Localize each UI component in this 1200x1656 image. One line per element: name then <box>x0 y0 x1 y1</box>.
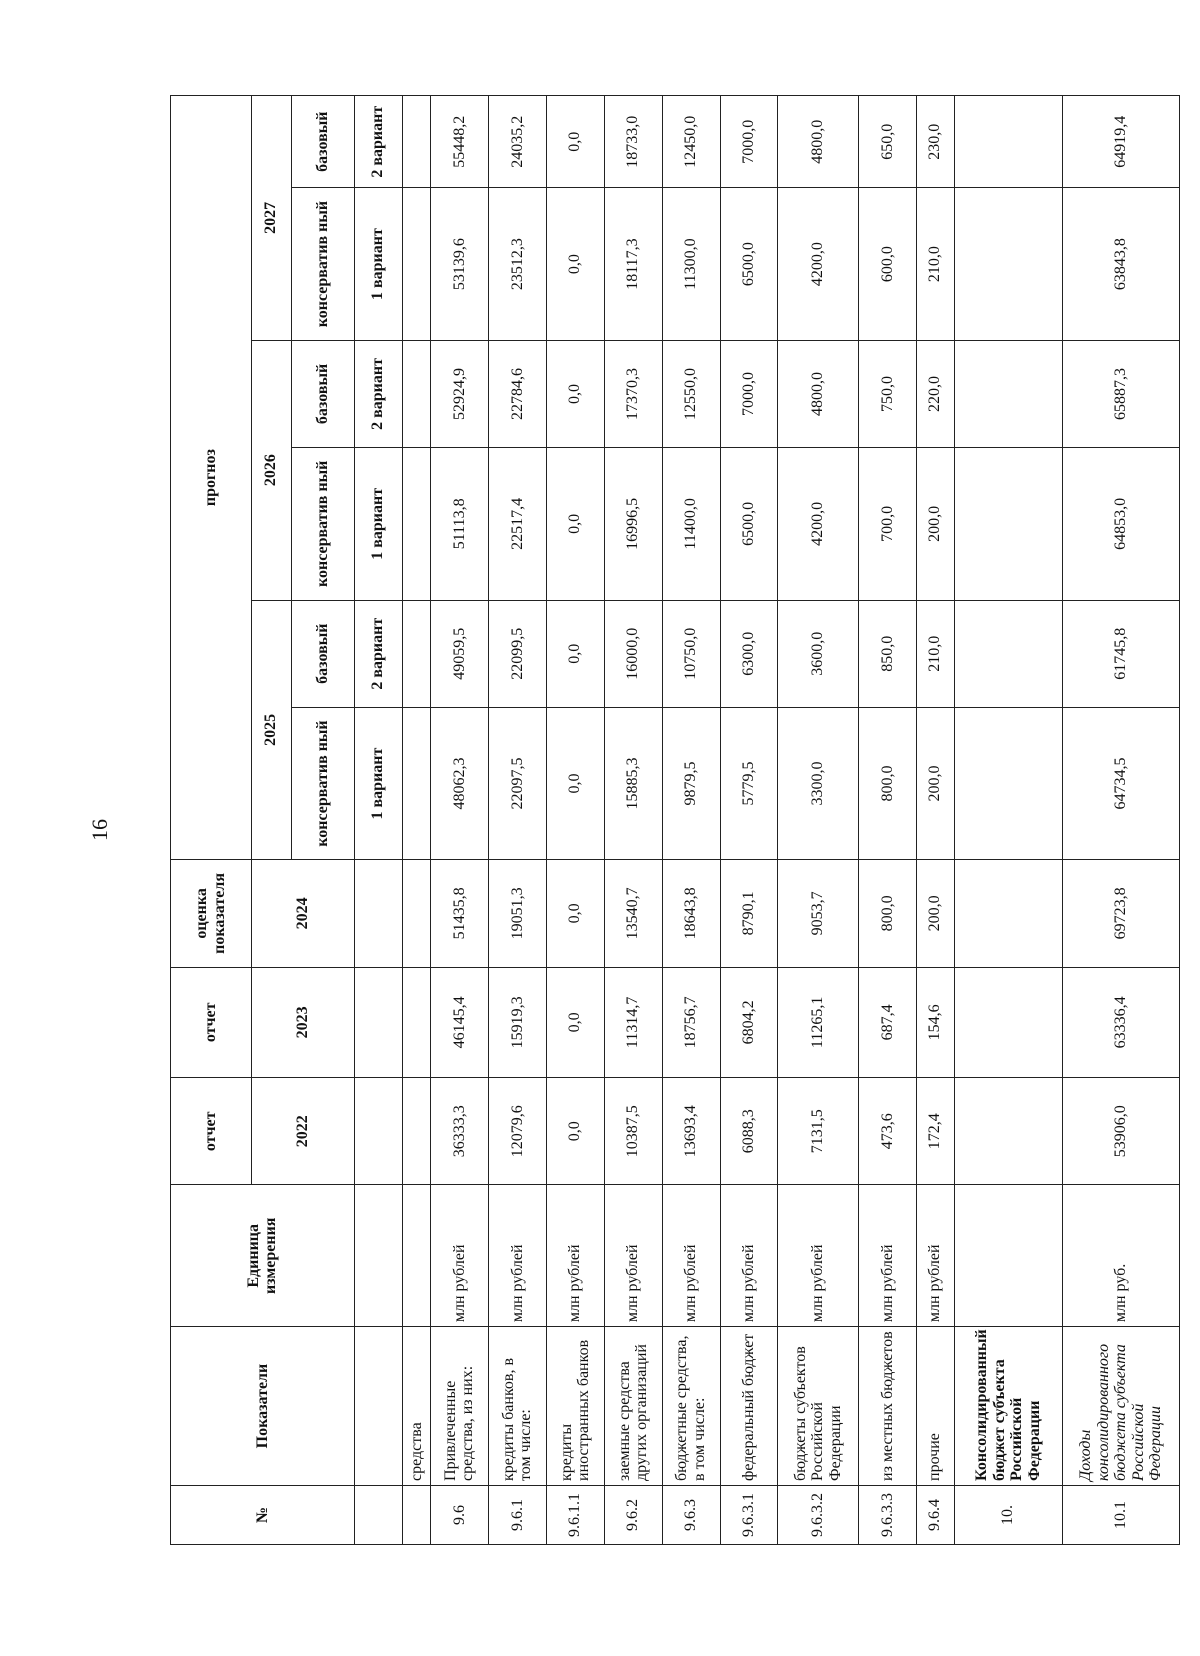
row-value: 7000,0 <box>720 340 778 447</box>
row-value: 6500,0 <box>720 448 778 600</box>
row-value: 0,0 <box>546 967 604 1078</box>
row-value: 0,0 <box>546 448 604 600</box>
row-value: 22784,6 <box>488 340 546 447</box>
row-unit: млн рублей <box>546 1185 604 1327</box>
row-value: 4800,0 <box>778 96 859 188</box>
header-indicators: Показатели <box>171 1327 355 1486</box>
row-number: 9.6 <box>431 1485 489 1544</box>
row-value: 13693,4 <box>662 1078 720 1185</box>
row-value: 64919,4 <box>1062 96 1179 188</box>
row-value: 8790,1 <box>720 860 778 967</box>
header-no: № <box>171 1485 355 1544</box>
row-value: 46145,4 <box>431 967 489 1078</box>
table-row <box>431 96 489 1545</box>
row-value: 0,0 <box>546 600 604 707</box>
row-value: 10387,5 <box>604 1078 662 1185</box>
row-value: 687,4 <box>858 967 916 1078</box>
row-value: 16000,0 <box>604 600 662 707</box>
row-value: 12450,0 <box>662 96 720 188</box>
row-value: 11300,0 <box>662 188 720 340</box>
row-number: 9.6.3.1 <box>720 1485 778 1544</box>
row-value: 6804,2 <box>720 967 778 1078</box>
row-value: 850,0 <box>858 600 916 707</box>
row-value: 7131,5 <box>778 1078 859 1185</box>
row-value <box>954 967 1062 1078</box>
table-row <box>402 96 430 1545</box>
header-2026-cons: консерватив ный <box>291 448 354 600</box>
row-value: 22099,5 <box>488 600 546 707</box>
table-row <box>778 96 859 1545</box>
header-2027-var1: 1 вариант <box>354 188 402 340</box>
header-estimate-2024: оценка показателя <box>171 860 252 967</box>
forecast-table <box>170 95 1180 1545</box>
row-value: 18756,7 <box>662 967 720 1078</box>
header-2027-cons: консерватив ный <box>291 188 354 340</box>
row-value: 600,0 <box>858 188 916 340</box>
row-value: 55448,2 <box>431 96 489 188</box>
row-number: 9.6.1 <box>488 1485 546 1544</box>
header-empty <box>354 1078 402 1185</box>
row-value: 63843,8 <box>1062 188 1179 340</box>
row-label: федеральный бюджет <box>720 1327 778 1486</box>
row-value <box>954 96 1062 188</box>
table-row <box>604 96 662 1545</box>
row-value <box>402 967 430 1078</box>
row-label: бюджеты субъектов Российской Федерации <box>778 1327 859 1486</box>
row-value: 24035,2 <box>488 96 546 188</box>
row-value: 51435,8 <box>431 860 489 967</box>
row-value: 210,0 <box>916 188 954 340</box>
row-value: 18643,8 <box>662 860 720 967</box>
header-year-2026: 2026 <box>251 340 291 600</box>
header-unit: Единица измерения <box>171 1185 355 1327</box>
row-value: 210,0 <box>916 600 954 707</box>
row-value: 69723,8 <box>1062 860 1179 967</box>
row-value: 51113,8 <box>431 448 489 600</box>
header-empty <box>354 1327 402 1486</box>
header-year-2025: 2025 <box>251 600 291 860</box>
row-unit: млн рублей <box>916 1185 954 1327</box>
row-label: бюджетные средства, в том числе: <box>662 1327 720 1486</box>
header-empty <box>354 967 402 1078</box>
table-row <box>858 96 916 1545</box>
row-value: 0,0 <box>546 860 604 967</box>
row-value: 18117,3 <box>604 188 662 340</box>
row-value: 200,0 <box>916 860 954 967</box>
row-number <box>402 1485 430 1544</box>
row-label: прочие <box>916 1327 954 1486</box>
row-value: 154,6 <box>916 967 954 1078</box>
row-value: 11314,7 <box>604 967 662 1078</box>
row-value: 650,0 <box>858 96 916 188</box>
row-value: 0,0 <box>546 707 604 859</box>
row-value: 22097,5 <box>488 707 546 859</box>
row-value: 52924,9 <box>431 340 489 447</box>
row-value: 473,6 <box>858 1078 916 1185</box>
row-value <box>954 188 1062 340</box>
row-unit: млн рублей <box>488 1185 546 1327</box>
row-value: 6088,3 <box>720 1078 778 1185</box>
row-value: 11400,0 <box>662 448 720 600</box>
row-unit: млн рублей <box>431 1185 489 1327</box>
row-number: 10.1 <box>1062 1485 1179 1544</box>
page-number: 16 <box>87 819 112 841</box>
header-empty <box>354 1485 402 1544</box>
row-value: 15919,3 <box>488 967 546 1078</box>
row-unit: млн рублей <box>778 1185 859 1327</box>
header-year-2027: 2027 <box>251 96 291 341</box>
row-value: 3600,0 <box>778 600 859 707</box>
table-row <box>1062 96 1179 1545</box>
header-2025-var1: 1 вариант <box>354 707 402 859</box>
row-number: 9.6.3 <box>662 1485 720 1544</box>
row-value: 61745,8 <box>1062 600 1179 707</box>
row-value: 0,0 <box>546 188 604 340</box>
row-value: 16996,5 <box>604 448 662 600</box>
row-value <box>954 448 1062 600</box>
row-value <box>954 860 1062 967</box>
row-value: 0,0 <box>546 340 604 447</box>
header-empty <box>354 860 402 967</box>
table-row <box>662 96 720 1545</box>
header-2027-var2: 2 вариант <box>354 96 402 188</box>
row-value: 64853,0 <box>1062 448 1179 600</box>
row-value: 13540,7 <box>604 860 662 967</box>
row-value: 4200,0 <box>778 448 859 600</box>
row-value <box>954 707 1062 859</box>
row-value: 18733,0 <box>604 96 662 188</box>
row-value: 700,0 <box>858 448 916 600</box>
table-body <box>402 96 1179 1545</box>
row-value <box>954 1078 1062 1185</box>
row-value: 9053,7 <box>778 860 859 967</box>
row-value <box>402 600 430 707</box>
row-value: 64734,5 <box>1062 707 1179 859</box>
row-label: кредиты иностранных банков <box>546 1327 604 1486</box>
row-value: 19051,3 <box>488 860 546 967</box>
row-unit: млн рублей <box>858 1185 916 1327</box>
row-unit <box>402 1185 430 1327</box>
row-value: 48062,3 <box>431 707 489 859</box>
row-value: 7000,0 <box>720 96 778 188</box>
row-value: 800,0 <box>858 707 916 859</box>
row-value: 17370,3 <box>604 340 662 447</box>
header-2026-var2: 2 вариант <box>354 340 402 447</box>
row-value: 4800,0 <box>778 340 859 447</box>
row-value <box>402 448 430 600</box>
row-value <box>402 707 430 859</box>
header-year-2023: 2023 <box>251 967 354 1078</box>
header-forecast: прогноз <box>171 96 252 860</box>
row-label: Доходы консолидированного бюджета субъекта Российской Федерации <box>1062 1327 1179 1486</box>
row-value: 53139,6 <box>431 188 489 340</box>
row-number: 9.6.1.1 <box>546 1485 604 1544</box>
row-value: 5779,5 <box>720 707 778 859</box>
row-value <box>954 340 1062 447</box>
row-value: 750,0 <box>858 340 916 447</box>
row-value: 6500,0 <box>720 188 778 340</box>
table-row <box>488 96 546 1545</box>
row-value: 3300,0 <box>778 707 859 859</box>
row-value: 800,0 <box>858 860 916 967</box>
row-unit: млн рублей <box>604 1185 662 1327</box>
row-value: 200,0 <box>916 707 954 859</box>
row-number: 9.6.3.3 <box>858 1485 916 1544</box>
row-value: 49059,5 <box>431 600 489 707</box>
row-value: 65887,3 <box>1062 340 1179 447</box>
header-2025-cons: консерватив ный <box>291 707 354 859</box>
header-2026-var1: 1 вариант <box>354 448 402 600</box>
row-value <box>402 860 430 967</box>
row-value: 63336,4 <box>1062 967 1179 1078</box>
header-2025-base: базовый <box>291 600 354 707</box>
row-value: 11265,1 <box>778 967 859 1078</box>
header-report-2023: отчет <box>171 967 252 1078</box>
row-label: Консолидированный бюджет субъекта Российской Федерации <box>954 1327 1062 1486</box>
row-number: 9.6.4 <box>916 1485 954 1544</box>
row-value: 9879,5 <box>662 707 720 859</box>
row-label: кредиты банков, в том числе: <box>488 1327 546 1486</box>
row-value: 0,0 <box>546 1078 604 1185</box>
row-value: 200,0 <box>916 448 954 600</box>
row-value <box>954 600 1062 707</box>
row-unit: млн руб. <box>1062 1185 1179 1327</box>
table-row <box>720 96 778 1545</box>
row-value: 10750,0 <box>662 600 720 707</box>
row-unit: млн рублей <box>662 1185 720 1327</box>
row-unit <box>954 1185 1062 1327</box>
row-value: 230,0 <box>916 96 954 188</box>
header-empty <box>354 1185 402 1327</box>
row-value <box>402 340 430 447</box>
row-value: 220,0 <box>916 340 954 447</box>
row-value: 53906,0 <box>1062 1078 1179 1185</box>
row-value: 6300,0 <box>720 600 778 707</box>
row-unit: млн рублей <box>720 1185 778 1327</box>
rotated-table-container <box>170 95 1180 1545</box>
row-value: 22517,4 <box>488 448 546 600</box>
row-value: 172,4 <box>916 1078 954 1185</box>
row-label: средства <box>402 1327 430 1486</box>
header-report-2022: отчет <box>171 1078 252 1185</box>
row-label: Привлеченные средства, из них: <box>431 1327 489 1486</box>
row-value: 12079,6 <box>488 1078 546 1185</box>
row-value: 0,0 <box>546 96 604 188</box>
row-value <box>402 96 430 188</box>
table-row <box>546 96 604 1545</box>
row-label: из местных бюджетов <box>858 1327 916 1486</box>
header-year-2022: 2022 <box>251 1078 354 1185</box>
row-value: 4200,0 <box>778 188 859 340</box>
header-2025-var2: 2 вариант <box>354 600 402 707</box>
row-number: 9.6.3.2 <box>778 1485 859 1544</box>
row-number: 9.6.2 <box>604 1485 662 1544</box>
row-number: 10. <box>954 1485 1062 1544</box>
header-2027-base: базовый <box>291 96 354 188</box>
row-value: 23512,3 <box>488 188 546 340</box>
row-value <box>402 1078 430 1185</box>
row-value: 15885,3 <box>604 707 662 859</box>
header-year-2024: 2024 <box>251 860 354 967</box>
row-value: 36333,3 <box>431 1078 489 1185</box>
row-value <box>402 188 430 340</box>
row-label: заемные средства других организаций <box>604 1327 662 1486</box>
table-row <box>954 96 1062 1545</box>
header-2026-base: базовый <box>291 340 354 447</box>
row-value: 12550,0 <box>662 340 720 447</box>
table-row <box>916 96 954 1545</box>
